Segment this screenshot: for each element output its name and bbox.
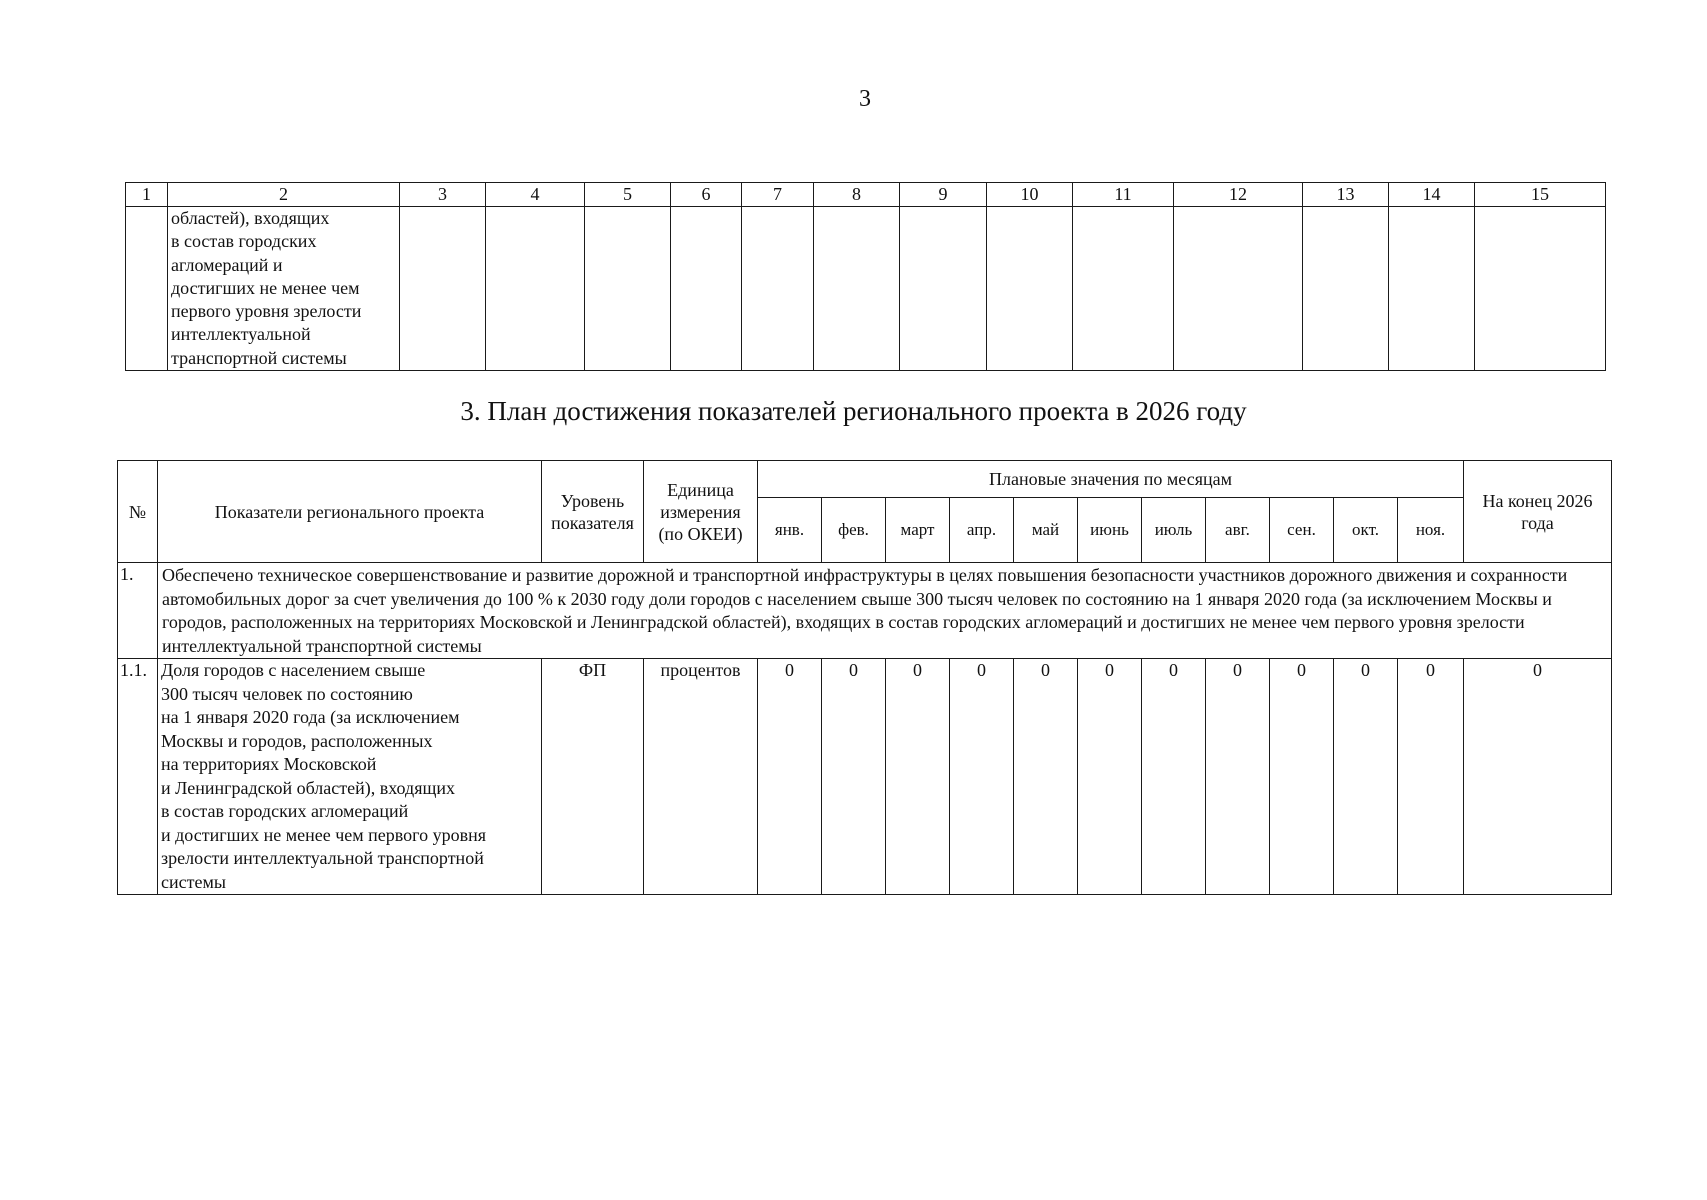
month-header: май bbox=[1014, 498, 1078, 563]
column-number: 14 bbox=[1389, 183, 1475, 207]
empty-cell bbox=[486, 207, 585, 371]
column-number: 13 bbox=[1303, 183, 1389, 207]
header-end: На конец 2026 года bbox=[1464, 461, 1612, 563]
header-monthly: Плановые значения по месяцам bbox=[758, 461, 1464, 498]
month-header: окт. bbox=[1334, 498, 1398, 563]
section-title: 3. План достижения показателей регионального проекта в 2026 году bbox=[460, 396, 1247, 426]
text-line: зрелости интеллектуальной транспортной bbox=[161, 848, 484, 868]
month-header: фев. bbox=[822, 498, 886, 563]
continuation-table bbox=[125, 182, 1606, 371]
monthly-value: 0 bbox=[886, 659, 950, 895]
header-num: № bbox=[118, 461, 158, 563]
header-unit: Единица измерения (по ОКЕИ) bbox=[644, 461, 758, 563]
text-line: Доля городов с населением свыше bbox=[161, 660, 426, 680]
plan-table bbox=[117, 460, 1612, 895]
monthly-value: 0 bbox=[1078, 659, 1142, 895]
empty-cell bbox=[742, 207, 814, 371]
column-number: 9 bbox=[900, 183, 987, 207]
continuation-indicator-text bbox=[168, 207, 400, 371]
column-number: 3 bbox=[400, 183, 486, 207]
header-indicator: Показатели регионального проекта bbox=[158, 461, 542, 563]
month-header: авг. bbox=[1206, 498, 1270, 563]
column-number: 4 bbox=[486, 183, 585, 207]
text-line: первого уровня зрелости bbox=[171, 301, 362, 322]
text-line: транспортной системы bbox=[171, 347, 347, 368]
text-line: системы bbox=[161, 871, 226, 892]
end-of-year-value: 0 bbox=[1464, 659, 1612, 895]
month-header: июнь bbox=[1078, 498, 1142, 563]
text-line: в состав городских bbox=[171, 231, 317, 252]
page-number: 3 bbox=[859, 86, 871, 112]
column-number: 15 bbox=[1475, 183, 1606, 207]
header-level: Уровень показателя bbox=[542, 461, 644, 563]
column-number: 11 bbox=[1073, 183, 1174, 207]
empty-cell bbox=[1174, 207, 1303, 371]
monthly-value: 0 bbox=[1334, 659, 1398, 895]
goal-number: 1. bbox=[118, 563, 158, 659]
text-line: на 1 января 2020 года (за исключением bbox=[161, 707, 460, 727]
text-line: и достигших не менее чем первого уровня bbox=[161, 824, 486, 845]
month-header: янв. bbox=[758, 498, 822, 563]
text-line: агломераций и bbox=[171, 254, 283, 275]
empty-cell bbox=[400, 207, 486, 371]
text-line: достигших не менее чем bbox=[171, 277, 360, 298]
empty-cell bbox=[126, 207, 168, 371]
empty-cell bbox=[1303, 207, 1389, 371]
goal-row bbox=[118, 563, 1612, 659]
monthly-value: 0 bbox=[950, 659, 1014, 895]
column-number: 1 bbox=[126, 183, 168, 207]
text-line: на территориях Московской bbox=[161, 754, 377, 774]
monthly-value: 0 bbox=[1014, 659, 1078, 895]
empty-cell bbox=[585, 207, 671, 371]
empty-cell bbox=[1475, 207, 1606, 371]
monthly-value: 0 bbox=[1270, 659, 1334, 895]
column-number: 10 bbox=[987, 183, 1073, 207]
goal-text: Обеспечено техническое совершенствование и развитие дорожной и транспортной инфраструктуры в целях повышения безопасности участников дорожного движения и сохранности автомобильных дорог за счет увеличения до 100 % к 2030 году доли городов с населением свыше 300 тысяч человек по состоянию на 1 января 2020 года (за исключением Москвы и городов, расположенных на территориях Московской и Ленинградской областей), входящих в состав городских агломераций и достигших не менее чем первого уровня зрелости интеллектуальной транспортной системы bbox=[158, 563, 1612, 659]
empty-cell bbox=[1389, 207, 1475, 371]
monthly-value: 0 bbox=[1142, 659, 1206, 895]
monthly-value: 0 bbox=[1398, 659, 1464, 895]
column-number: 2 bbox=[168, 183, 400, 207]
text-line: 300 тысяч человек по состоянию bbox=[161, 683, 413, 704]
indicator-unit: процентов bbox=[644, 659, 758, 895]
header-row bbox=[118, 461, 1612, 498]
indicator-number: 1.1. bbox=[118, 659, 158, 895]
empty-cell bbox=[900, 207, 987, 371]
empty-cell bbox=[987, 207, 1073, 371]
month-header: сен. bbox=[1270, 498, 1334, 563]
indicator-level: ФП bbox=[542, 659, 644, 895]
month-header: апр. bbox=[950, 498, 1014, 563]
text-line: областей), входящих bbox=[171, 208, 330, 228]
monthly-value: 0 bbox=[1206, 659, 1270, 895]
column-number: 7 bbox=[742, 183, 814, 207]
monthly-value: 0 bbox=[822, 659, 886, 895]
text-line: и Ленинградской областей), входящих bbox=[161, 777, 455, 798]
column-number: 6 bbox=[671, 183, 742, 207]
text-line: Москвы и городов, расположенных bbox=[161, 730, 433, 751]
month-header: март bbox=[886, 498, 950, 563]
month-header: ноя. bbox=[1398, 498, 1464, 563]
column-number-row bbox=[126, 183, 1606, 207]
empty-cell bbox=[1073, 207, 1174, 371]
text-line: в состав городских агломераций bbox=[161, 801, 409, 821]
month-header: июль bbox=[1142, 498, 1206, 563]
column-number: 8 bbox=[814, 183, 900, 207]
column-number: 5 bbox=[585, 183, 671, 207]
indicator-name bbox=[158, 659, 542, 895]
continuation-row bbox=[126, 207, 1606, 371]
column-number: 12 bbox=[1174, 183, 1303, 207]
text-line: интеллектуальной bbox=[171, 324, 311, 345]
indicator-row bbox=[118, 659, 1612, 895]
monthly-value: 0 bbox=[758, 659, 822, 895]
empty-cell bbox=[671, 207, 742, 371]
empty-cell bbox=[814, 207, 900, 371]
